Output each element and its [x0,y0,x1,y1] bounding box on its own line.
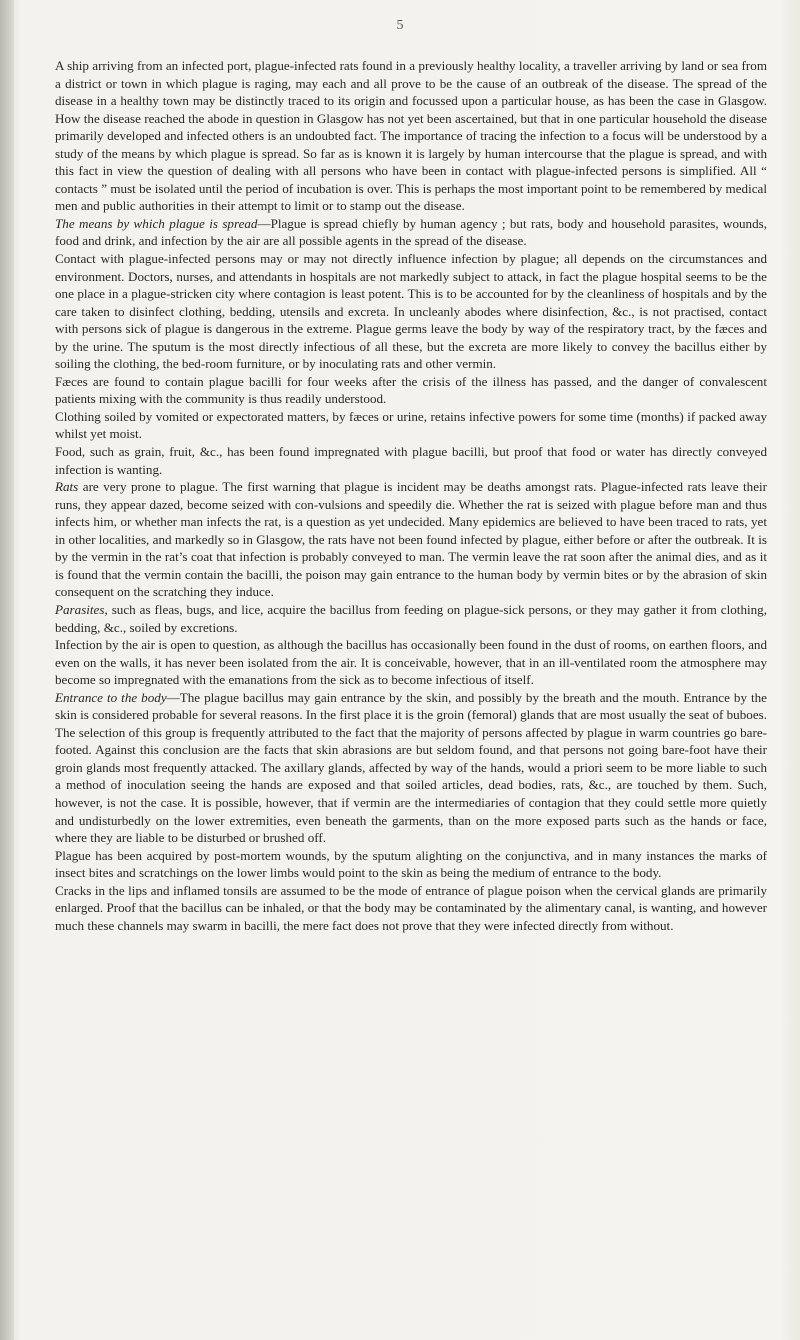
paragraph-food [55,443,767,478]
paragraph-text: Food, such as grain, fruit, &c., has been found impregnated with plague bacilli, but proof that food or water has directly conveyed infection is wanting. [55,444,767,477]
section-heading-parasites: Parasites, [55,601,108,617]
paragraph-contact [55,250,767,373]
section-heading-means: The means by which plague is spread [55,215,258,231]
section-heading-entrance: Entrance to the body [55,689,167,705]
paragraph-rats [55,478,767,601]
paragraph-text: are very prone to plague. The first warning that plague is incident may be deaths amongst rats. Plague-infected rats leave their runs, they appear dazed, become seized with con-vulsions and speedily die. Whether the rat is seized with plague before man and thus infects him, or whether man infects the rat, is a question as yet undecided. Many epidemics are believed to have been traced to rats, yet in other localities, and markedly so in Glasgow, the rats have not been found infected by plague, either before or after the outbreak. It is by the vermin in the rat’s coat that infection is probably conveyed to man. The vermin leave the rat soon after the animal dies, and as it is found that the vermin contain the bacilli, the poison may gain entrance to the human body by vermin bites or by the abrasion of skin consequent on the scratching they induce. [55,479,767,600]
paragraph-parasites [55,601,767,636]
paragraph-text: such as fleas, bugs, and lice, acquire the bacillus from feeding on plague-sick persons, or they may gather it from clothing, bedding, &c., soiled by excretions. [55,601,767,635]
paragraph-text: Infection by the air is open to question, as although the bacillus has occasionally been found in the dust of rooms, on earthen floors, and even on the walls, it has never been isolated from the air. It is conceivable, however, that in an ill-ventilated room the atmosphere may become so impregnated with the emanations from the sick as to become infectious of itself. [55,637,767,688]
section-heading-rats: Rats [55,479,79,495]
paragraph-text: Cracks in the lips and inflamed tonsils are assumed to be the mode of entrance of plague poison when the cervical glands are primarily enlarged. Proof that the bacillus can be inhaled, or that the body may be contaminated by the alimentary canal, is wanting, and however much these channels may swarm in bacilli, the mere fact does not prove that they were infected directly from without. [55,882,767,933]
paragraph-text: Clothing soiled by vomited or expectorated matters, by fæces or urine, retains infective powers for some time (months) if packed away whilst yet moist. [55,408,767,442]
paragraph-cracks-lips [55,882,767,935]
paragraph-ship-arriving [55,57,767,215]
paragraph-text: Contact with plague-infected persons may or may not directly influence infection by plague; all depends on the circumstances and environment. Doctors, nurses, and attendants in hospitals are not markedly subject to attack, in fact the plague hospital seems to be the one place in a plague-stricken city where contagion is least potent. This is to be accounted for by the cleanliness of hospitals and by the care taken to disinfect clothing, bedding, utensils and excreta. In uncleanly abodes where disinfection, &c., is not practised, contact with persons sick of plague is dangerous in the extreme. Plague germs leave the body by way of the respiratory tract, by the fæces and by the urine. The sputum is the most directly infectious of all these, but the excreta are more likely to convey the bacillus either by soiling the clothing, the bed-room furniture, or by inoculating rats and other vermin. [55,251,767,372]
page-binding-edge [0,0,14,1340]
paragraph-faeces [55,373,767,408]
paragraph-text: Fæces are found to contain plague bacilli for four weeks after the crisis of the illness has passed, and the danger of convalescent patients mixing with the community is thus readily understood. [55,373,767,407]
paragraph-text: —Plague is spread chiefly by human agency ; but rats, body and household parasites, wounds, food and drink, and infection by the air are all possible agents in the spread of the disease. [55,215,768,249]
paragraph-text: A ship arriving from an infected port, plague-infected rats found in a previously healthy locality, a traveller arriving by land or sea from a district or town in which plague is raging, may each and all prove to be the cause of an outbreak of the disease. The spread of the disease in a healthy town may be distinctly traced to its origin and focussed upon a particular house, as has been the case in Glasgow. How the disease reached the abode in question in Glasgow has not yet been ascertained, but that in one particular household the disease primarily developed and infected others is an undoubted fact. The importance of tracing the infection to a focus will be understood by a study of the means by which plague is spread. So far as is known it is largely by human intercourse that the plague is spread, and with this fact in view the question of dealing with all persons who have been in contact with plague-infected persons is simplified. All “ contacts ” must be isolated until the period of incubation is over. This is perhaps the most important point to be remembered by medical men and public authorities in their attempt to limit or to stamp out the disease. [55,58,767,214]
paragraph-entrance [55,689,767,847]
paragraph-text: —The plague bacillus may gain entrance by the skin, and possibly by the breath and the mouth. Entrance by the skin is considered probable for several reasons. In the first place it is the groin (femoral) glands that are most usually the seat of buboes. The selection of this group is frequently attributed to the fact that the majority of persons affected by plague in warm countries go bare-footed. Against this conclusion are the facts that skin abrasions are but seldom found, and that persons not going bare-foot have their groin glands most frequently attacked. The axillary glands, affected by way of the hands, would a priori seem to be more liable to such a method of inoculation seeing the hands are exposed and that soiled articles, dead bodies, rats, &c., are touched by them. Such, however, is not the case. It is possible, however, that if vermin are the intermediaries of contagion that they could settle more quietly and undisturbedly on the lower extremities, even beneath the garments, than on the more exposed parts such as the hands or face, where they are liable to be disturbed or brushed off. [55,689,767,846]
paragraph-post-mortem [55,847,767,882]
body-text [55,57,767,934]
page-number: 5 [396,18,404,33]
paragraph-clothing [55,408,767,443]
paragraph-means-of-spread [55,215,767,250]
paragraph-text: Plague has been acquired by post-mortem wounds, by the sputum alighting on the conjunctiva, and in many instances the marks of insect bites and scratchings on the lower limbs would point to the skin as being the medium of entrance to the body. [55,847,767,881]
paragraph-air-infection [55,636,767,689]
